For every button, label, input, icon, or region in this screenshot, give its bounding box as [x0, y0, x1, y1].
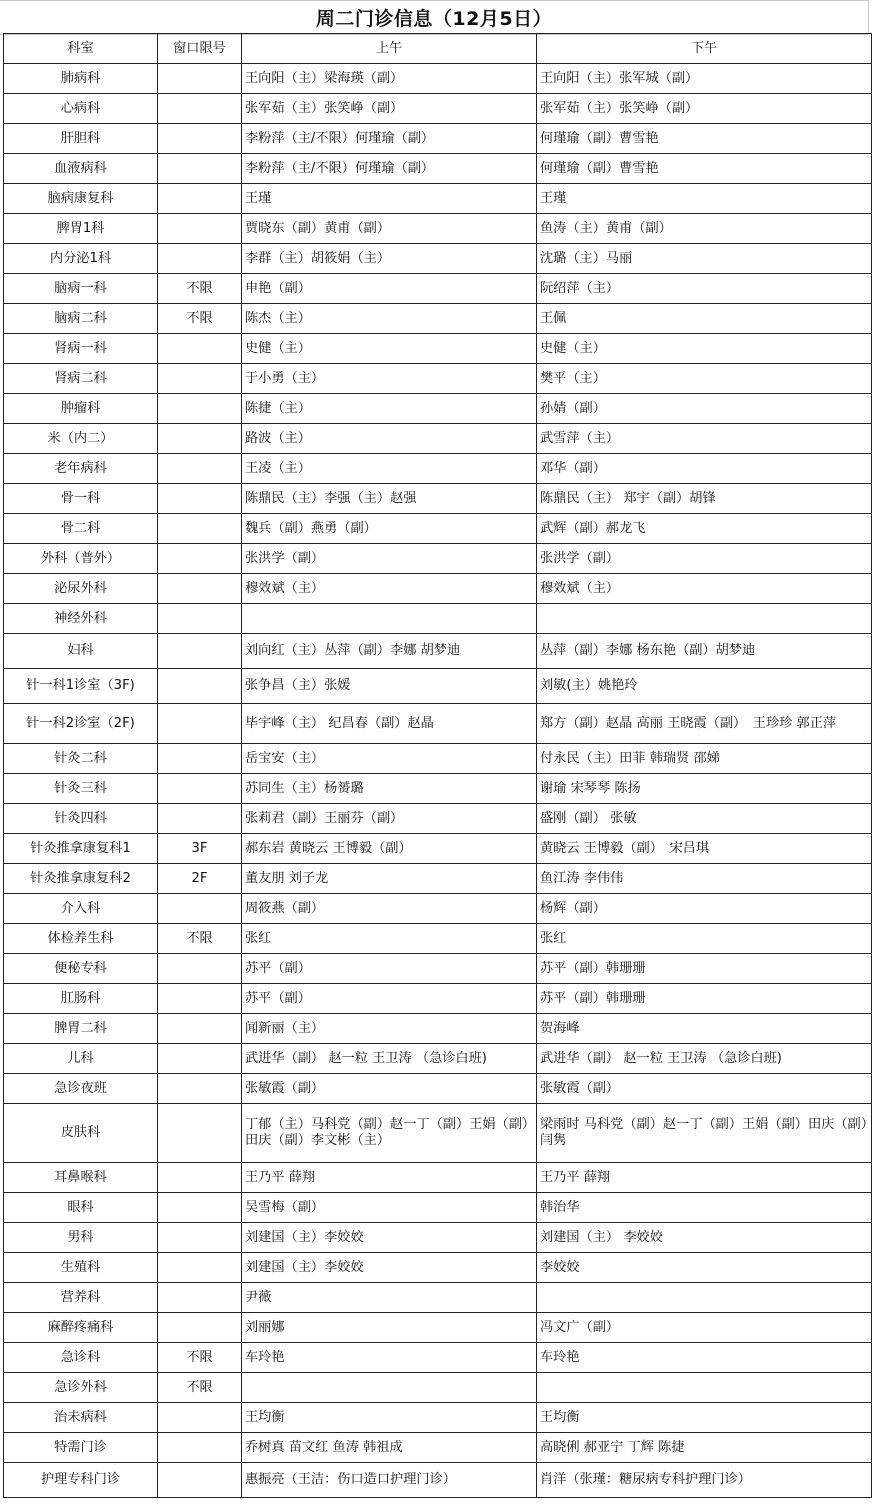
table-row — [4, 424, 872, 454]
department-cell: 营养科 — [4, 1283, 158, 1313]
morning-cell: 丁郁（主）马科党（副）赵一丁（副）王娟（副）田庆（副）李文彬（主） — [242, 1104, 537, 1163]
header-morning: 上午 — [242, 34, 537, 64]
morning-cell: 陈捷（主） — [242, 394, 537, 424]
morning-cell: 吴雪梅（副） — [242, 1193, 537, 1223]
morning-cell: 刘建国（主）李姣姣 — [242, 1223, 537, 1253]
department-cell: 老年病科 — [4, 454, 158, 484]
morning-cell: 苏平（副） — [242, 984, 537, 1014]
morning-cell: 王乃平 薛翔 — [242, 1163, 537, 1193]
afternoon-cell: 高晓俐 郝亚宁 丁辉 陈捷 — [537, 1433, 872, 1463]
morning-cell: 岳宝安（主） — [242, 744, 537, 774]
table-row — [4, 334, 872, 364]
window-limit-cell — [158, 64, 242, 94]
window-limit-cell — [158, 1283, 242, 1313]
table-row — [4, 364, 872, 394]
table-row — [4, 394, 872, 424]
morning-cell: 陈杰（主） — [242, 304, 537, 334]
window-limit-cell — [158, 244, 242, 274]
department-cell: 骨二科 — [4, 514, 158, 544]
morning-cell: 周筱燕（副） — [242, 894, 537, 924]
table-row — [4, 1074, 872, 1104]
department-cell: 神经外科 — [4, 604, 158, 634]
table-row — [4, 1253, 872, 1283]
window-limit-cell — [158, 1163, 242, 1193]
table-row — [4, 669, 872, 704]
department-cell: 急诊科 — [4, 1343, 158, 1373]
afternoon-cell: 李姣姣 — [537, 1253, 872, 1283]
morning-cell: 王均衡 — [242, 1403, 537, 1433]
morning-cell: 闻新丽（主） — [242, 1014, 537, 1044]
morning-cell: 乔树真 苗文红 鱼涛 韩祖成 — [242, 1433, 537, 1463]
table-row — [4, 1044, 872, 1074]
table-row — [4, 1283, 872, 1313]
afternoon-cell: 武雪萍（主） — [537, 424, 872, 454]
afternoon-cell: 樊平（主） — [537, 364, 872, 394]
morning-cell: 李群（主）胡筱娟（主） — [242, 244, 537, 274]
table-row — [4, 1313, 872, 1343]
afternoon-cell: 苏平（副）韩珊珊 — [537, 984, 872, 1014]
window-limit-cell — [158, 1104, 242, 1163]
afternoon-cell: 武辉（副）郝龙飞 — [537, 514, 872, 544]
department-cell: 儿科 — [4, 1044, 158, 1074]
afternoon-cell: 鱼涛（主）黄甫（副） — [537, 214, 872, 244]
afternoon-cell: 贺海峰 — [537, 1014, 872, 1044]
window-limit-cell: 不限 — [158, 274, 242, 304]
table-row — [4, 1163, 872, 1193]
morning-cell: 郝东岩 黄晓云 王博毅（副） — [242, 834, 537, 864]
department-cell: 心病科 — [4, 94, 158, 124]
window-limit-cell — [158, 1193, 242, 1223]
table-row — [4, 544, 872, 574]
afternoon-cell: 车玲艳 — [537, 1343, 872, 1373]
department-cell: 针灸二科 — [4, 744, 158, 774]
afternoon-cell: 刘敏(主）姚艳玲 — [537, 669, 872, 704]
department-cell: 妇科 — [4, 634, 158, 669]
header-department: 科室 — [4, 34, 158, 64]
sheet-title: 周二门诊信息（12月5日） — [0, 0, 868, 35]
morning-cell: 武进华（副） 赵一粒 王卫涛 （急诊白班) — [242, 1044, 537, 1074]
afternoon-cell: 何瑾瑜（副）曹雪艳 — [537, 154, 872, 184]
table-row — [4, 1403, 872, 1433]
window-limit-cell — [158, 1403, 242, 1433]
morning-cell: 史健（主） — [242, 334, 537, 364]
table-row — [4, 94, 872, 124]
department-cell: 肺病科 — [4, 64, 158, 94]
department-cell: 脾胃二科 — [4, 1014, 158, 1044]
table-row — [4, 924, 872, 954]
table-row — [4, 744, 872, 774]
morning-cell: 李粉萍（主/不限）何瑾瑜（副） — [242, 154, 537, 184]
window-limit-cell — [158, 484, 242, 514]
morning-cell: 陈鼎民（主）李强（主）赵强 — [242, 484, 537, 514]
afternoon-cell: 武进华（副） 赵一粒 王卫涛 （急诊白班) — [537, 1044, 872, 1074]
department-cell: 特需门诊 — [4, 1433, 158, 1463]
window-limit-cell — [158, 704, 242, 744]
afternoon-cell — [537, 1373, 872, 1403]
afternoon-cell: 刘建国（主） 李姣姣 — [537, 1223, 872, 1253]
schedule-table — [3, 33, 872, 1498]
window-limit-cell — [158, 894, 242, 924]
afternoon-cell: 张军茹（主）张笑峥（副） — [537, 94, 872, 124]
window-limit-cell — [158, 1433, 242, 1463]
table-row — [4, 1463, 872, 1498]
window-limit-cell — [158, 574, 242, 604]
table-row — [4, 1433, 872, 1463]
table-row — [4, 274, 872, 304]
morning-cell: 张军茹（主）张笑峥（副） — [242, 94, 537, 124]
afternoon-cell: 王向阳（主）张军城（副） — [537, 64, 872, 94]
table-row — [4, 804, 872, 834]
window-limit-cell — [158, 514, 242, 544]
morning-cell: 张洪学（副） — [242, 544, 537, 574]
table-row — [4, 484, 872, 514]
window-limit-cell — [158, 1014, 242, 1044]
table-row — [4, 604, 872, 634]
table-row — [4, 894, 872, 924]
morning-cell: 刘向红（主）丛萍（副）李娜 胡梦迪 — [242, 634, 537, 669]
table-row — [4, 1014, 872, 1044]
window-limit-cell — [158, 394, 242, 424]
morning-cell: 董友朋 刘子龙 — [242, 864, 537, 894]
afternoon-cell: 王均衡 — [537, 1403, 872, 1433]
grid-line — [868, 0, 869, 33]
table-row — [4, 64, 872, 94]
department-cell: 皮肤科 — [4, 1104, 158, 1163]
afternoon-cell: 王乃平 薛翔 — [537, 1163, 872, 1193]
window-limit-cell — [158, 954, 242, 984]
morning-cell: 王瑾 — [242, 184, 537, 214]
morning-cell — [242, 604, 537, 634]
morning-cell: 于小勇（主） — [242, 364, 537, 394]
department-cell: 针灸四科 — [4, 804, 158, 834]
table-row — [4, 214, 872, 244]
window-limit-cell — [158, 744, 242, 774]
window-limit-cell — [158, 604, 242, 634]
department-cell: 针灸三科 — [4, 774, 158, 804]
afternoon-cell: 沈璐（主）马丽 — [537, 244, 872, 274]
afternoon-cell: 冯文广（副） — [537, 1313, 872, 1343]
window-limit-cell: 不限 — [158, 924, 242, 954]
window-limit-cell — [158, 424, 242, 454]
window-limit-cell: 不限 — [158, 1373, 242, 1403]
afternoon-cell: 肖洋（张瑾：糖尿病专科护理门诊） — [537, 1463, 872, 1498]
window-limit-cell — [158, 634, 242, 669]
table-row — [4, 984, 872, 1014]
window-limit-cell — [158, 1313, 242, 1343]
table-row — [4, 1343, 872, 1373]
morning-cell: 张莉君（副）王丽芬（副） — [242, 804, 537, 834]
table-row — [4, 304, 872, 334]
table-row — [4, 634, 872, 669]
window-limit-cell — [158, 1223, 242, 1253]
afternoon-cell: 陈鼎民（主） 郑宇（副）胡锋 — [537, 484, 872, 514]
department-cell: 肛肠科 — [4, 984, 158, 1014]
window-limit-cell — [158, 804, 242, 834]
table-row — [4, 954, 872, 984]
department-cell: 急诊夜班 — [4, 1074, 158, 1104]
window-limit-cell — [158, 334, 242, 364]
department-cell: 急诊外科 — [4, 1373, 158, 1403]
morning-cell: 苏同生（主）杨赟璐 — [242, 774, 537, 804]
morning-cell: 车玲艳 — [242, 1343, 537, 1373]
morning-cell: 申艳（副） — [242, 274, 537, 304]
department-cell: 针灸推拿康复科2 — [4, 864, 158, 894]
department-cell: 针灸推拿康复科1 — [4, 834, 158, 864]
morning-cell: 张争昌（主）张媛 — [242, 669, 537, 704]
morning-cell: 魏兵（副）燕勇（副） — [242, 514, 537, 544]
window-limit-cell — [158, 1253, 242, 1283]
afternoon-cell: 阮绍萍（主） — [537, 274, 872, 304]
afternoon-cell: 谢瑜 宋琴琴 陈扬 — [537, 774, 872, 804]
table-row — [4, 184, 872, 214]
window-limit-cell: 2F — [158, 864, 242, 894]
afternoon-cell: 杨辉（副） — [537, 894, 872, 924]
department-cell: 针一科1诊室（3F) — [4, 669, 158, 704]
morning-cell: 毕宇峰（主） 纪昌春（副）赵晶 — [242, 704, 537, 744]
table-row — [4, 1104, 872, 1163]
afternoon-cell: 张敏霞（副） — [537, 1074, 872, 1104]
window-limit-cell — [158, 774, 242, 804]
department-cell: 麻醉疼痛科 — [4, 1313, 158, 1343]
window-limit-cell — [158, 454, 242, 484]
table-row — [4, 1193, 872, 1223]
morning-cell: 路波（主） — [242, 424, 537, 454]
department-cell: 治未病科 — [4, 1403, 158, 1433]
afternoon-cell: 孙婧（副） — [537, 394, 872, 424]
afternoon-cell: 黄晓云 王博毅（副） 宋吕琪 — [537, 834, 872, 864]
table-row — [4, 704, 872, 744]
table-row — [4, 514, 872, 544]
morning-cell: 王向阳（主）梁海瑛（副） — [242, 64, 537, 94]
department-cell: 脑病康复科 — [4, 184, 158, 214]
table-row — [4, 454, 872, 484]
department-cell: 耳鼻喉科 — [4, 1163, 158, 1193]
window-limit-cell — [158, 184, 242, 214]
table-row — [4, 774, 872, 804]
header-window-limit: 窗口限号 — [158, 34, 242, 64]
window-limit-cell — [158, 94, 242, 124]
afternoon-cell: 张洪学（副） — [537, 544, 872, 574]
table-row — [4, 834, 872, 864]
department-cell: 脾胃1科 — [4, 214, 158, 244]
department-cell: 内分泌1科 — [4, 244, 158, 274]
department-cell: 外科（普外） — [4, 544, 158, 574]
morning-cell: 刘丽娜 — [242, 1313, 537, 1343]
header-afternoon: 下午 — [537, 34, 872, 64]
morning-cell: 尹薇 — [242, 1283, 537, 1313]
window-limit-cell — [158, 124, 242, 154]
department-cell: 男科 — [4, 1223, 158, 1253]
afternoon-cell: 苏平（副）韩珊珊 — [537, 954, 872, 984]
afternoon-cell — [537, 1283, 872, 1313]
morning-cell: 苏平（副） — [242, 954, 537, 984]
window-limit-cell — [158, 154, 242, 184]
afternoon-cell: 付永民（主）田菲 韩瑞贤 邵娣 — [537, 744, 872, 774]
table-row — [4, 574, 872, 604]
window-limit-cell — [158, 214, 242, 244]
afternoon-cell: 何瑾瑜（副）曹雪艳 — [537, 124, 872, 154]
window-limit-cell: 不限 — [158, 304, 242, 334]
window-limit-cell: 不限 — [158, 1343, 242, 1373]
header-row — [4, 34, 872, 64]
afternoon-cell: 韩治华 — [537, 1193, 872, 1223]
afternoon-cell — [537, 604, 872, 634]
department-cell: 眼科 — [4, 1193, 158, 1223]
department-cell: 生殖科 — [4, 1253, 158, 1283]
afternoon-cell: 穆效斌（主） — [537, 574, 872, 604]
department-cell: 肿瘤科 — [4, 394, 158, 424]
department-cell: 护理专科门诊 — [4, 1463, 158, 1498]
window-limit-cell — [158, 669, 242, 704]
morning-cell: 穆效斌（主） — [242, 574, 537, 604]
morning-cell: 贾晓东（副）黄甫（副） — [242, 214, 537, 244]
morning-cell: 刘建国（主）李姣姣 — [242, 1253, 537, 1283]
afternoon-cell: 梁雨时 马科党（副）赵一丁（副）王娟（副）田庆（副）闫隽 — [537, 1104, 872, 1163]
afternoon-cell: 王瑾 — [537, 184, 872, 214]
department-cell: 针一科2诊室（2F) — [4, 704, 158, 744]
table-row — [4, 1223, 872, 1253]
window-limit-cell — [158, 364, 242, 394]
department-cell: 脑病一科 — [4, 274, 158, 304]
department-cell: 介入科 — [4, 894, 158, 924]
window-limit-cell — [158, 984, 242, 1014]
table-row — [4, 244, 872, 274]
department-cell: 便秘专科 — [4, 954, 158, 984]
department-cell: 米（内二） — [4, 424, 158, 454]
morning-cell — [242, 1373, 537, 1403]
morning-cell: 王凌（主） — [242, 454, 537, 484]
morning-cell: 张红 — [242, 924, 537, 954]
afternoon-cell: 盛刚（副） 张敏 — [537, 804, 872, 834]
department-cell: 肝胆科 — [4, 124, 158, 154]
window-limit-cell — [158, 544, 242, 574]
window-limit-cell — [158, 1074, 242, 1104]
afternoon-cell: 王佩 — [537, 304, 872, 334]
table-row — [4, 1373, 872, 1403]
department-cell: 骨一科 — [4, 484, 158, 514]
window-limit-cell — [158, 1044, 242, 1074]
morning-cell: 张敏霞（副） — [242, 1074, 537, 1104]
afternoon-cell: 鱼江涛 李伟伟 — [537, 864, 872, 894]
department-cell: 肾病二科 — [4, 364, 158, 394]
afternoon-cell: 史健（主） — [537, 334, 872, 364]
window-limit-cell: 3F — [158, 834, 242, 864]
afternoon-cell: 张红 — [537, 924, 872, 954]
morning-cell: 李粉萍（主/不限）何瑾瑜（副） — [242, 124, 537, 154]
department-cell: 体检养生科 — [4, 924, 158, 954]
department-cell: 脑病二科 — [4, 304, 158, 334]
morning-cell: 惠振亮（王洁：伤口造口护理门诊） — [242, 1463, 537, 1498]
afternoon-cell: 郑方（副）赵晶 高丽 王晓霞（副） 王珍珍 郭正萍 — [537, 704, 872, 744]
window-limit-cell — [158, 1463, 242, 1498]
table-row — [4, 124, 872, 154]
table-row — [4, 864, 872, 894]
afternoon-cell: 邓华（副） — [537, 454, 872, 484]
afternoon-cell: 丛萍（副）李娜 杨东艳（副）胡梦迪 — [537, 634, 872, 669]
table-row — [4, 154, 872, 184]
department-cell: 泌尿外科 — [4, 574, 158, 604]
department-cell: 肾病一科 — [4, 334, 158, 364]
department-cell: 血液病科 — [4, 154, 158, 184]
